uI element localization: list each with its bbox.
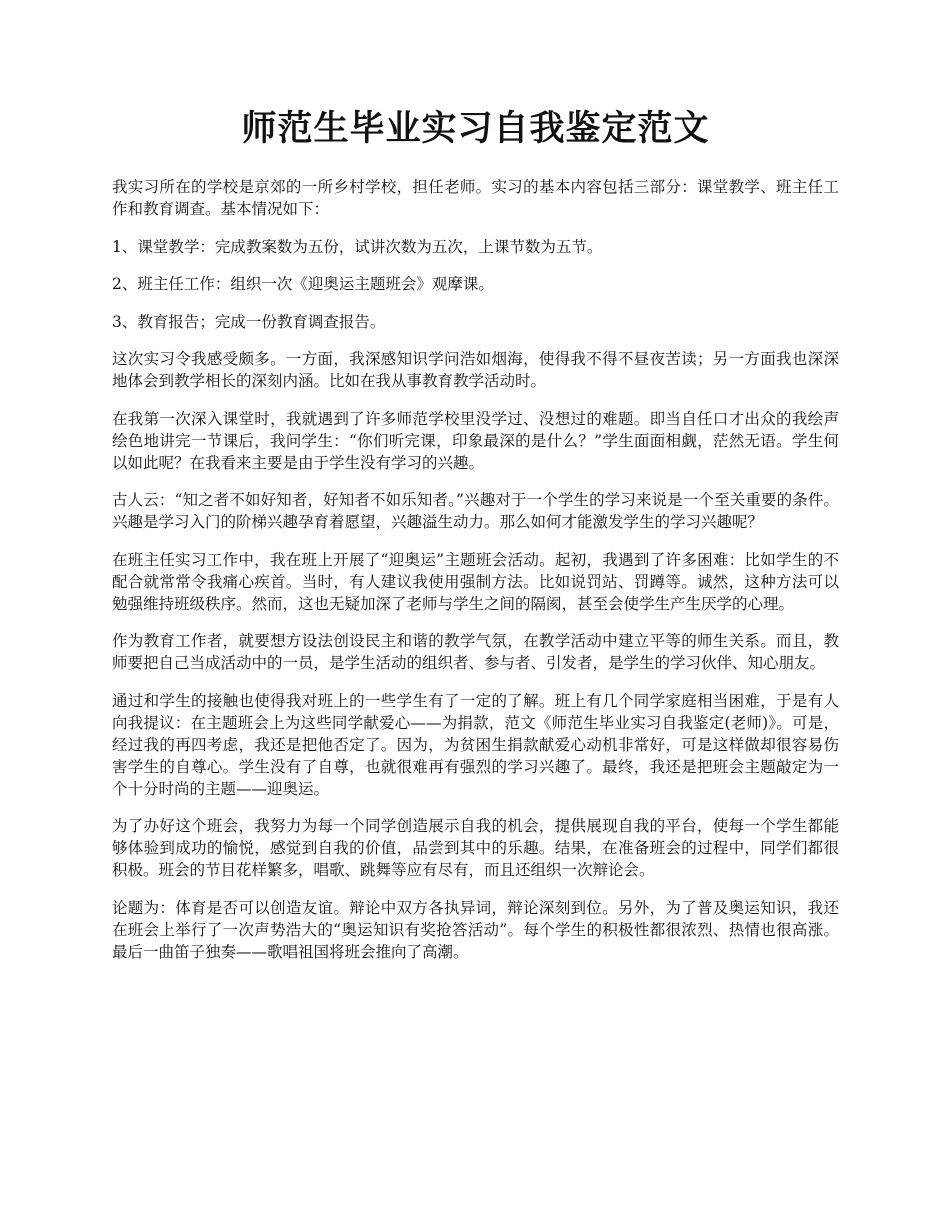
paragraph: 为了办好这个班会，我努力为每一个同学创造展示自我的机会，提供展现自我的平台，使每一个学生都能够体验到成功的愉悦，感觉到自我的价值，品尝到其中的乐趣。结果，在准备班会的过程中，同学们都很积极。班会的节目花样繁多，唱歌、跳舞等应有尽有，而且还组织一次辩论会。 — [112, 817, 839, 879]
paragraph-intro: 我实习所在的学校是京郊的一所乡村学校，担任老师。实习的基本内容包括三部分：课堂教学、班主任工作和教育调查。基本情况如下： — [112, 178, 839, 218]
paragraph: 作为教育工作者，就要想方设法创设民主和谐的教学气氛，在教学活动中建立平等的师生关系。而且，教师要把自己当成活动中的一员，是学生活动的组织者、参与者、引发者，是学生的学习伙伴、知心朋友。 — [112, 632, 839, 672]
paragraph-item-2: 2、班主任工作：组织一次《迎奥运主题班会》观摩课。 — [112, 275, 494, 293]
paragraph: 在我第一次深入课堂时，我就遇到了许多师范学校里没学过、没想过的难题。即当自任口才出众的我绘声绘色地讲完一节课后，我问学生：“你们听完课，印象最深的是什么？”学生面面相觑，茫然无语。学生何以如此呢？在我看来主要是由于学生没有学习的兴趣。 — [112, 409, 839, 472]
paragraph: 这次实习令我感受颇多。一方面，我深感知识学问浩如烟海，使得我不得不昼夜苦读；另一方面我也深深地体会到教学相长的深刻内涵。比如在我从事教育教学活动时。 — [112, 350, 839, 390]
paragraph-item-3: 3、教育报告；完成一份教育调查报告。 — [112, 312, 386, 331]
paragraph: 论题为：体育是否可以创造友谊。辩论中双方各执异词，辩论深刻到位。另外，为了普及奥运知识，我还在班会上举行了一次声势浩大的“奥运知识有奖抢答活动”。每个学生的积极性都很浓烈、热情也很高涨。最后一曲笛子独奏——歌唱祖国将班会推向了高潮。 — [112, 898, 839, 961]
document-title: 师范生毕业实习自我鉴定范文 — [241, 108, 710, 149]
paragraph: 通过和学生的接触也使得我对班上的一些学生有了一定的了解。班上有几个同学家庭相当困难，于是有人向我提议：在主题班会上为这些同学献爱心——为捐款，范文《师范生毕业实习自我鉴定(老师)》。可是，经过我的再四考虑，我还是把他否定了。因为，为贫困生捐款献爱心动机非常好，可是这样做却很容易伤害学生的自尊心。学生没有了自尊，也就很难再有强烈的学习兴趣了。最终，我还是把班会主题敲定为一个十分时尚的主题——迎奥运。 — [112, 691, 839, 798]
document-page — [112, 108, 839, 978]
paragraph: 古人云：“知之者不如好知者，好知者不如乐知者。”兴趣对于一个学生的学习来说是一个至关重要的条件。兴趣是学习入门的阶梯兴趣孕育着愿望，兴趣溢生动力。那么如何才能激发学生的学习兴趣呢？ — [112, 491, 839, 531]
paragraph: 在班主任实习工作中，我在班上开展了“迎奥运”主题班会活动。起初，我遇到了许多困难：比如学生的不配合就常常令我痛心疾首。当时，有人建议我使用强制方法。比如说罚站、罚蹲等。诚然，这种方法可以勉强维持班级秩序。然而，这也无疑加深了老师与学生之间的隔阂，甚至会使学生产生厌学的心理。 — [112, 550, 839, 613]
paragraph-item-1: 1、课堂教学：完成教案数为五份，试讲次数为五次，上课节数为五节。 — [112, 237, 603, 256]
